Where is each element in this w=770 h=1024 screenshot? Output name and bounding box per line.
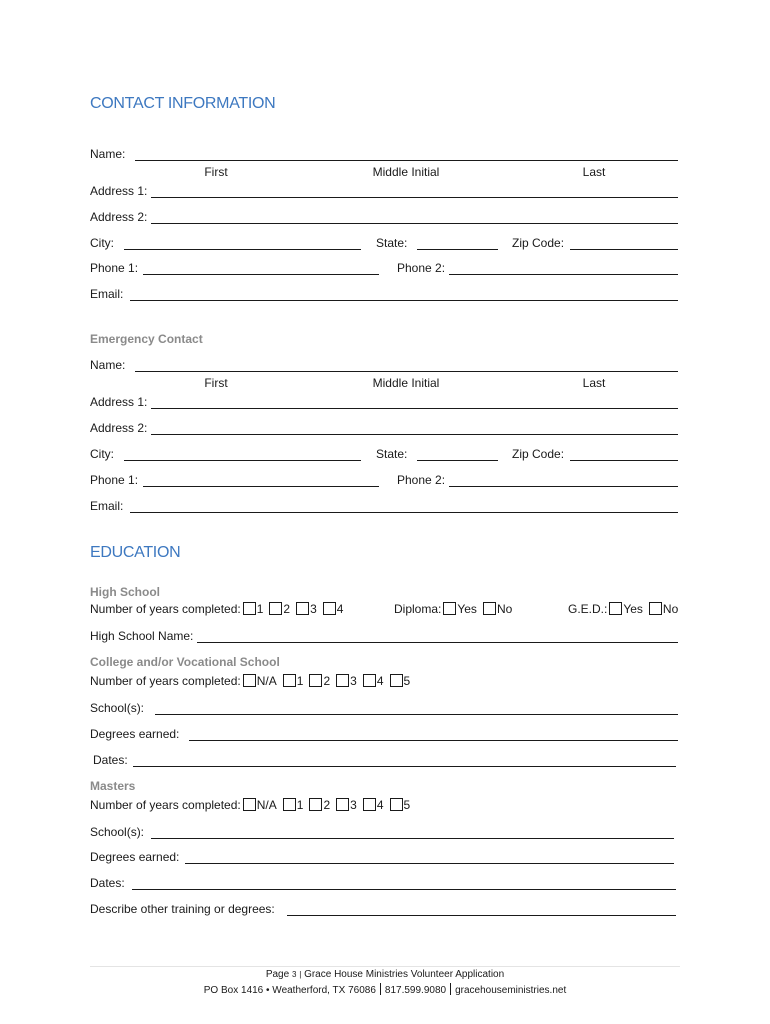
checkbox-hs-year-1[interactable] [243, 602, 256, 615]
emergency-phone2-label: Phone 2: [397, 473, 446, 487]
contact-phone2-field[interactable] [449, 274, 678, 275]
emergency-name-label: Name: [90, 358, 126, 372]
other-training-field[interactable] [287, 915, 676, 916]
checkbox-masters-1[interactable] [283, 798, 296, 811]
ged-no-label: No [662, 602, 679, 616]
checkbox-college-4[interactable] [363, 674, 376, 687]
hs-year-1-label: 1 [256, 602, 264, 616]
contact-city-field[interactable] [124, 249, 361, 250]
contact-phone1-field[interactable] [143, 274, 379, 275]
emergency-email-label: Email: [90, 499, 124, 513]
education-section-title: EDUCATION [90, 544, 181, 561]
checkbox-masters-3[interactable] [336, 798, 349, 811]
contact-zip-field[interactable] [570, 249, 678, 250]
college-schools-field[interactable] [155, 714, 678, 715]
college-years-label: Number of years completed: [90, 674, 241, 688]
masters-years-row [90, 798, 414, 812]
footer-separator [450, 983, 451, 995]
contact-address2-label: Address 2: [90, 210, 148, 224]
emergency-address1-field[interactable] [151, 408, 678, 409]
high-school-name-field[interactable] [197, 642, 678, 643]
footer-page-number: 3 [291, 970, 297, 979]
masters-title: Masters [90, 779, 136, 793]
college-title: College and/or Vocational School [90, 655, 280, 669]
footer-doc-title: Grace House Ministries Volunteer Application [304, 969, 505, 980]
college-years-row [90, 674, 414, 688]
diploma-yes-label: Yes [457, 602, 477, 616]
emergency-phone2-field[interactable] [449, 486, 678, 487]
ged-yes-label: Yes [623, 602, 643, 616]
contact-phone1-label: Phone 1: [90, 261, 139, 275]
college-schools-label: School(s): [90, 701, 145, 715]
emergency-zip-label: Zip Code: [512, 447, 565, 461]
masters-1-label: 1 [296, 798, 304, 812]
checkbox-hs-year-3[interactable] [296, 602, 309, 615]
checkbox-hs-year-2[interactable] [269, 602, 282, 615]
hs-year-3-label: 3 [310, 602, 317, 616]
hs-year-2-label: 2 [283, 602, 291, 616]
masters-schools-label: School(s): [90, 825, 145, 839]
contact-section-title: CONTACT INFORMATION [90, 95, 276, 112]
diploma-row [394, 602, 516, 616]
diploma-label: Diploma: [394, 602, 442, 616]
checkbox-masters-2[interactable] [309, 798, 322, 811]
emergency-phone1-label: Phone 1: [90, 473, 139, 487]
contact-first-hint: First [204, 165, 228, 179]
contact-address1-field[interactable] [151, 197, 678, 198]
footer-address: PO Box 1416 • Weatherford, TX 76086 [203, 985, 376, 996]
checkbox-hs-year-4[interactable] [323, 602, 336, 615]
college-2-label: 2 [323, 674, 331, 688]
college-3-label: 3 [350, 674, 357, 688]
contact-name-field[interactable] [135, 160, 678, 161]
checkbox-masters-5[interactable] [390, 798, 403, 811]
college-dates-label: Dates: [93, 753, 128, 767]
masters-years-label: Number of years completed: [90, 798, 241, 812]
masters-schools-field[interactable] [151, 838, 674, 839]
contact-last-hint: Last [582, 165, 606, 179]
emergency-city-field[interactable] [124, 460, 361, 461]
contact-address1-label: Address 1: [90, 184, 148, 198]
emergency-name-field[interactable] [135, 371, 678, 372]
masters-degrees-field[interactable] [185, 863, 674, 864]
emergency-address2-field[interactable] [151, 434, 678, 435]
college-degrees-label: Degrees earned: [90, 727, 180, 741]
footer-line-1: Page 3 | Grace House Ministries Volunteer Application [265, 969, 505, 980]
footer-line-2 [0, 983, 770, 996]
emergency-middle-hint: Middle Initial [372, 376, 440, 390]
college-na-label: N/A [256, 674, 277, 688]
college-dates-field[interactable] [133, 766, 676, 767]
contact-city-label: City: [90, 236, 114, 250]
checkbox-college-1[interactable] [283, 674, 296, 687]
footer-divider [90, 966, 680, 967]
contact-state-label: State: [376, 236, 408, 250]
emergency-email-field[interactable] [130, 512, 678, 513]
masters-na-label: N/A [256, 798, 277, 812]
hs-year-4-label: 4 [336, 602, 344, 616]
masters-4-label: 4 [376, 798, 384, 812]
high-school-years-label: Number of years completed: [90, 602, 241, 616]
college-1-label: 1 [296, 674, 304, 688]
contact-middle-hint: Middle Initial [372, 165, 440, 179]
emergency-first-hint: First [204, 376, 228, 390]
ged-row [568, 602, 682, 616]
contact-zip-label: Zip Code: [512, 236, 565, 250]
footer-separator [380, 983, 381, 995]
other-training-label: Describe other training or degrees: [90, 902, 275, 916]
checkbox-college-2[interactable] [309, 674, 322, 687]
contact-state-field[interactable] [417, 249, 498, 250]
checkbox-college-5[interactable] [390, 674, 403, 687]
checkbox-diploma-no[interactable] [483, 602, 496, 615]
footer-website[interactable]: gracehouseministries.net [455, 985, 567, 996]
college-5-label: 5 [403, 674, 411, 688]
college-degrees-field[interactable] [189, 740, 678, 741]
checkbox-diploma-yes[interactable] [443, 602, 456, 615]
emergency-zip-field[interactable] [570, 460, 678, 461]
contact-name-label: Name: [90, 147, 126, 161]
contact-address2-field[interactable] [151, 223, 678, 224]
footer-page-label: Page [265, 969, 290, 980]
masters-5-label: 5 [403, 798, 411, 812]
checkbox-masters-4[interactable] [363, 798, 376, 811]
emergency-address1-label: Address 1: [90, 395, 148, 409]
checkbox-ged-yes[interactable] [609, 602, 622, 615]
contact-email-label: Email: [90, 287, 124, 301]
checkbox-college-na[interactable] [243, 674, 256, 687]
checkbox-masters-na[interactable] [243, 798, 256, 811]
emergency-city-label: City: [90, 447, 114, 461]
masters-degrees-label: Degrees earned: [90, 850, 180, 864]
masters-dates-label: Dates: [90, 876, 125, 890]
ged-label: G.E.D.: [568, 602, 608, 616]
high-school-title: High School [90, 585, 160, 599]
emergency-phone1-field[interactable] [143, 486, 379, 487]
masters-3-label: 3 [350, 798, 357, 812]
checkbox-ged-no[interactable] [649, 602, 662, 615]
checkbox-college-3[interactable] [336, 674, 349, 687]
college-4-label: 4 [376, 674, 384, 688]
emergency-section-title: Emergency Contact [90, 332, 203, 346]
contact-phone2-label: Phone 2: [397, 261, 446, 275]
footer-phone: 817.599.9080 [384, 985, 447, 996]
diploma-no-label: No [496, 602, 513, 616]
high-school-name-label: High School Name: [90, 629, 194, 643]
masters-2-label: 2 [323, 798, 331, 812]
emergency-last-hint: Last [582, 376, 606, 390]
emergency-state-field[interactable] [417, 460, 498, 461]
emergency-address2-label: Address 2: [90, 421, 148, 435]
emergency-state-label: State: [376, 447, 408, 461]
contact-email-field[interactable] [130, 300, 678, 301]
high-school-years-row [90, 602, 347, 616]
masters-dates-field[interactable] [132, 889, 676, 890]
